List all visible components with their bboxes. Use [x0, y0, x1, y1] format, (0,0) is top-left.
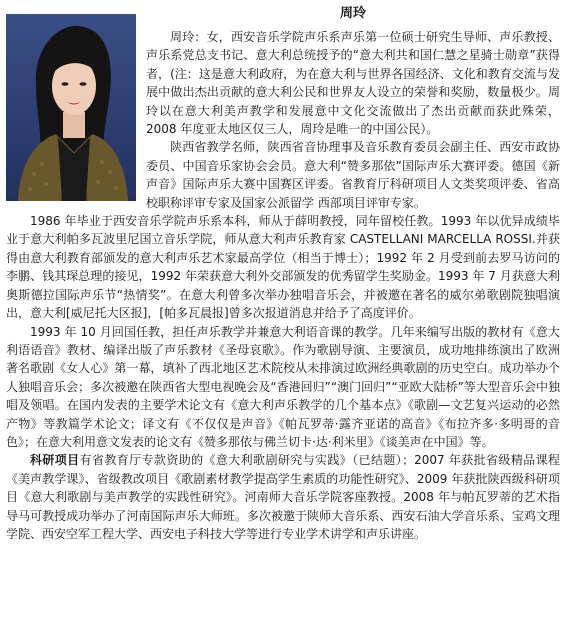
paragraph-teaching: 1993 年 10 月回国任教，担任声乐教学并兼意大利语音课的教学。几年来编写出版的教材有《意大利语语音》教材、编译出版了声乐教材《圣母哀歌》。作为歌剧导演、主要演员，成功地排练演出了欧洲著名歌剧《女人心》第一幕，填补了西北地区艺术院校从未排演过欧洲经典歌剧的历史空白。成功举办个人独唱音乐会；多次被邀在陕西省大型电视晚会及“香港回归”“澳门回归”“亚欧大陆桥”等大型音乐会中独唱及领唱。在国内发表的主要学术论文有《意大利声乐教学的几个基本点》《歌剧—文艺复兴运动的必然产物》等教篇学术论文；译文有《不仅仅是声音》《帕瓦罗蒂·露齐亚诺的高音》《布拉齐多·多明哥的音色》；在意大利用意文发表的论文有《赞多那依与佛兰切卡·达·利米里》《谈美声在中国》等。: [6, 324, 560, 449]
article: [0, 6, 566, 644]
paragraph-positions: 陕西省教学名师，陕西省音协理事及音乐教育委员会副主任、西安市政协委员、中国音乐家协会会员。意大利“赞多那依”国际声乐大赛评委。德国《新声音》国际声乐大赛中国赛区评委。省教育厅科研项目人文类奖项评委、省高校职称评审专家及国家公派留学 西部项目评审专家。: [146, 140, 560, 210]
paragraph-education: 1986 年毕业于西安音乐学院声乐系本科，师从于薛明教授，同年留校任教。1993 年以优异成绩毕业于意大利帕多瓦波里尼国立音乐学院，师从意大利声乐教育家 CASTELLANI MARCELLA ROSSI.并获得由意大利教育部颁发的意大利声乐艺术家最高学位（相当于博士）；1992 年 2 月受到前去罗马访问的李鹏、钱其琛总理的接见，1992 年荣获意大利外交部颁发的优秀留学生奖励金。1993 年 7 月获意大利奥斯德拉国际声乐节“热情奖”。在意大利曾多次举办独唱音乐会，并被邀在著名的威尔弟歌剧院独唱演出，意大利[威尼托大区报]，[帕多瓦晨报]曾多次报道消息并给予了高度评价。: [6, 214, 560, 321]
article-title: 周玲: [339, 6, 366, 21]
paragraph-research: [6, 451, 560, 543]
paragraph-intro: 周玲：女，西安音乐学院声乐系声乐第一位硕士研究生导师、声乐教授、声乐系党总支书记、意大利总统授予的“意大利共和国仁慧之星骑士勋章”获得者，(注：这是意大利政府，为在意大利与世界各国经济、文化和教育交流与发展中做出杰出贡献的意大利公民和世界友人设立的荣誉和奖励，数量极少。周玲以在意大利美声教学和发展意中文化交流做出了杰出贡献而获此殊荣，2008 年度亚太地区仅三人，周玲是唯一的中国公民）。: [146, 30, 560, 137]
portrait-illustration: [6, 14, 136, 201]
portrait-photo: [6, 14, 136, 201]
research-text: 有省教育厅专款资助的《意大利歌剧研究与实践》（已结题）；2007 年获批省级精品课程《美声教学课》、省级教改项目《歌剧素材教学提高学生素质的功能性研究》、2009 年获批陕西级科研项目《意大利歌剧与美声教学的实践性研究》。河南师大音乐学院客座教授。2008 年与帕瓦罗蒂的艺术指导马可教授成功举办了河南国际声乐大师班。多次被邀于陕师大音乐系、西安石油大学音乐系、宝鸡文理学院、西安空军工程大学、西安电子科技大学等进行专业学术讲学和声乐讲座。: [6, 453, 560, 541]
research-label: 科研项目: [30, 453, 80, 468]
